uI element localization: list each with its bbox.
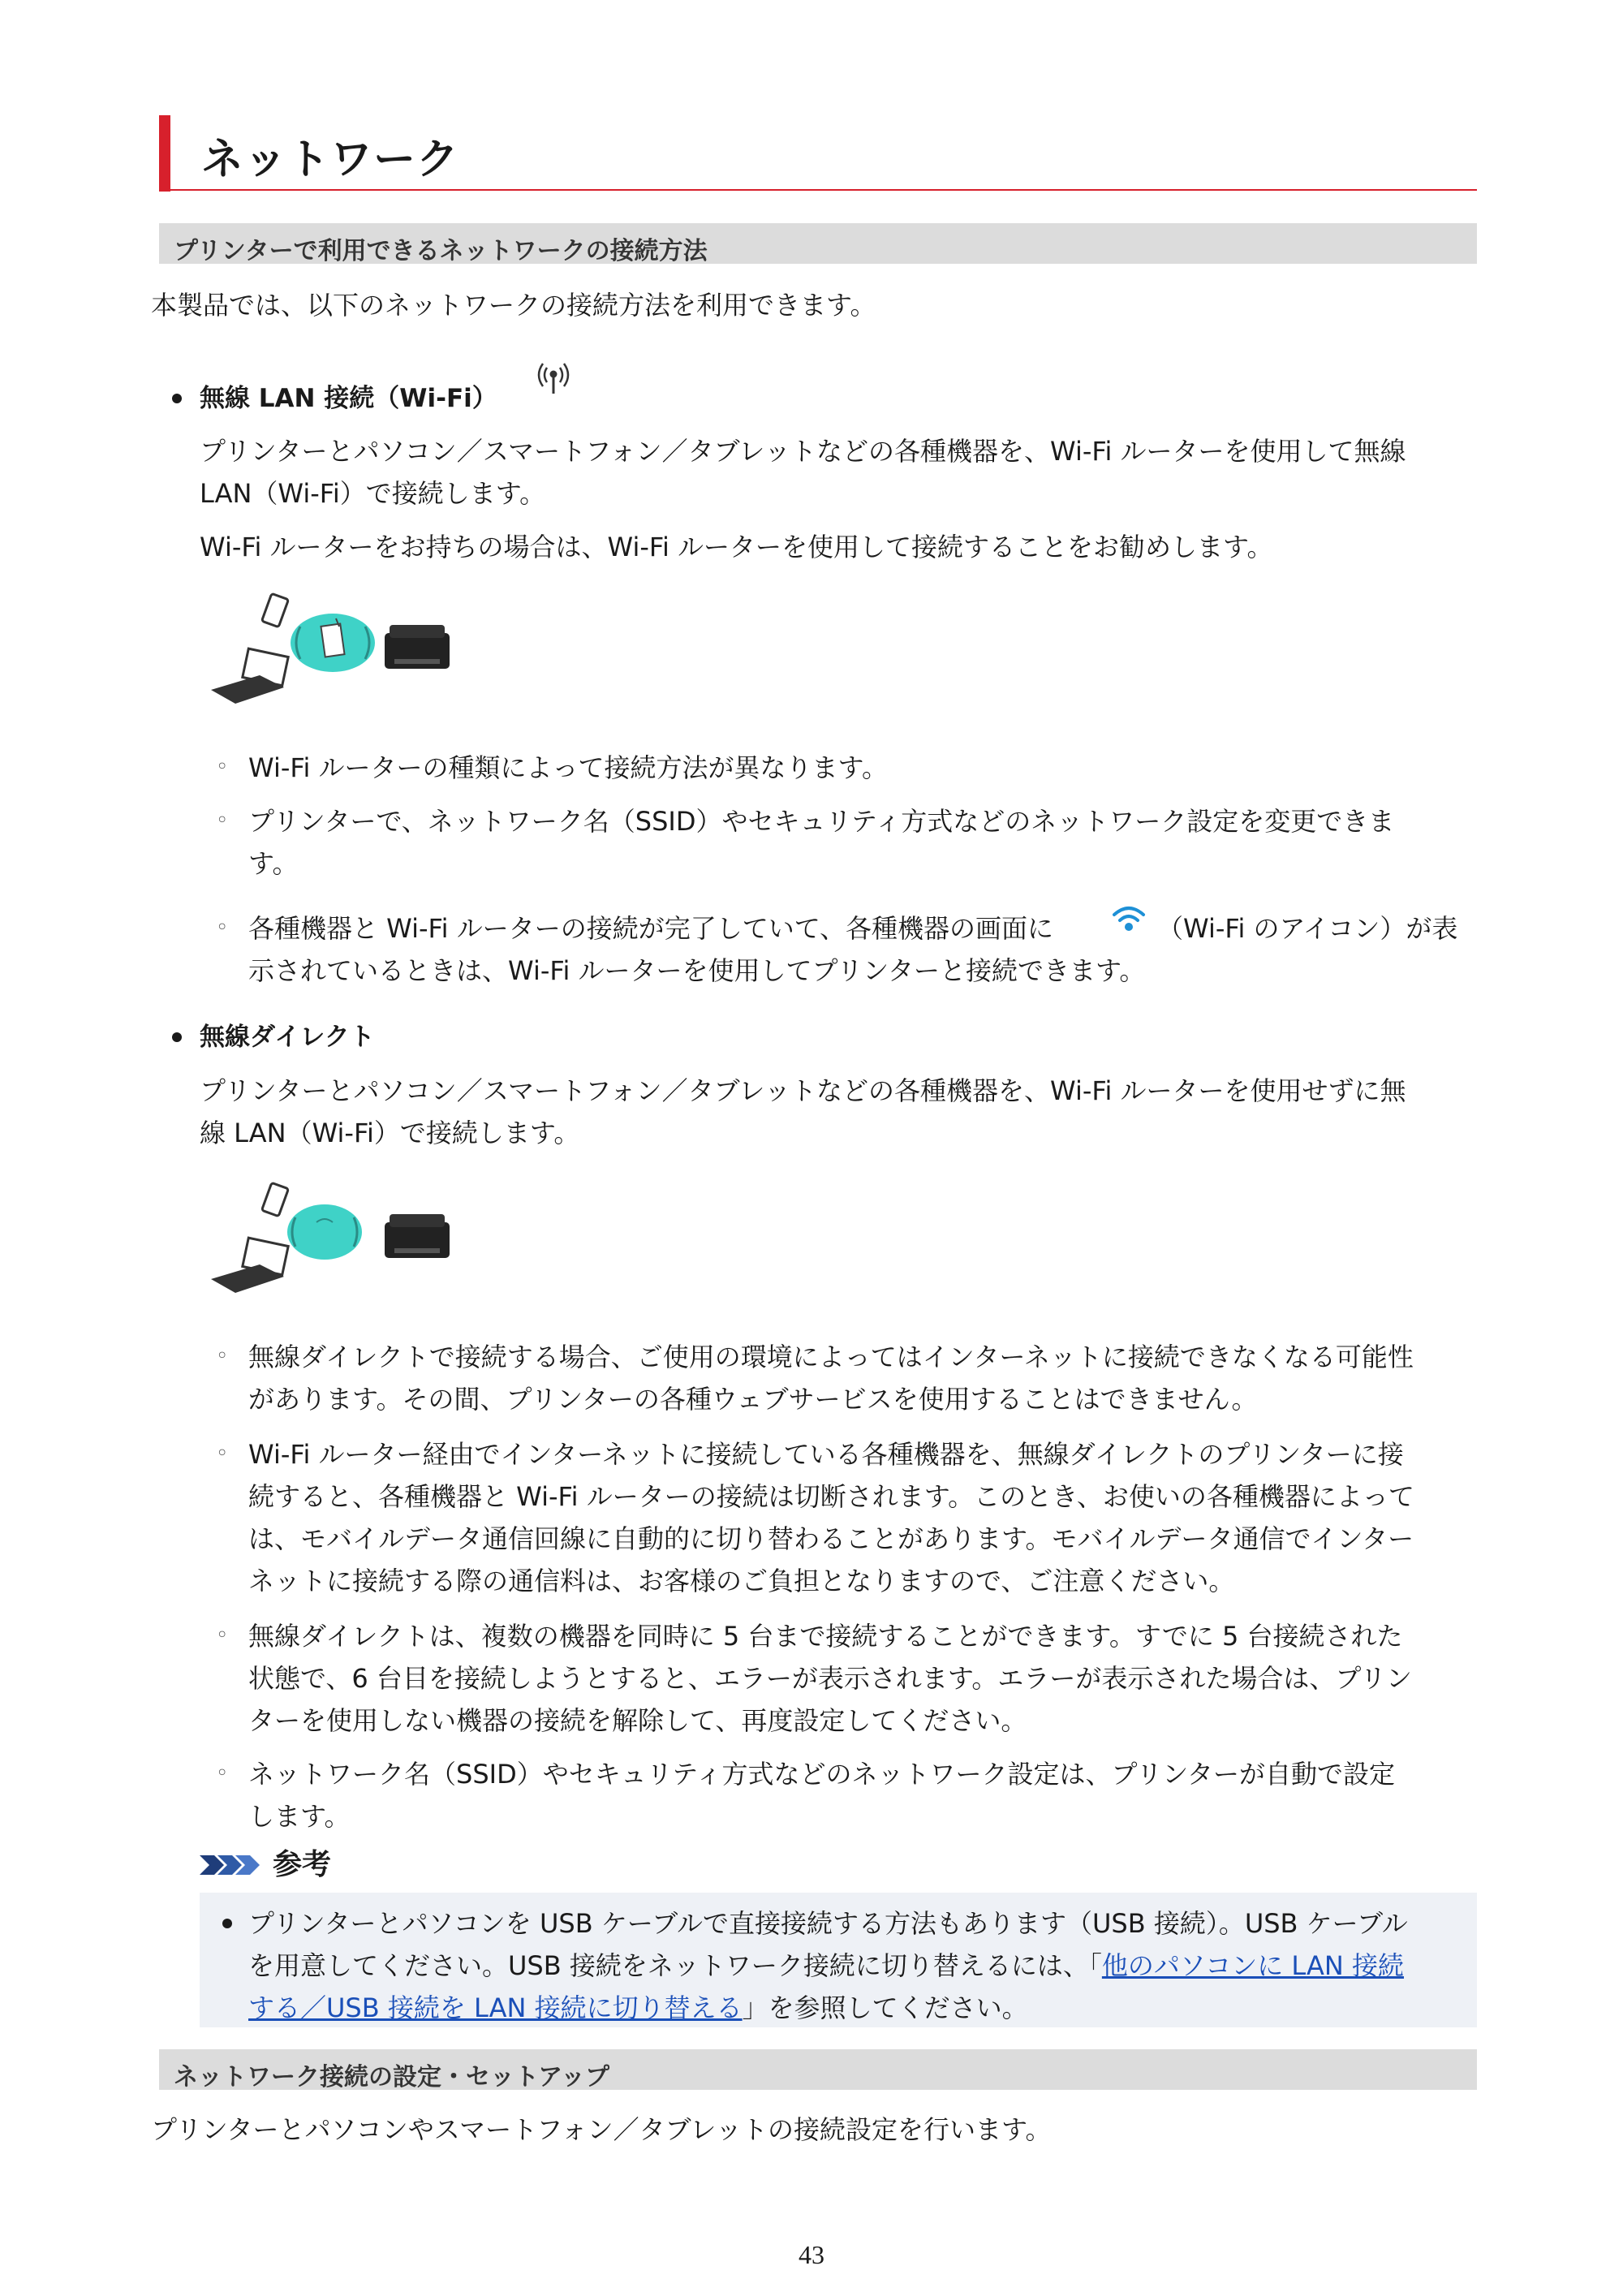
wifi-desc-line1: プリンターとパソコン／スマートフォン／タブレットなどの各種機器を、Wi-Fi ルーターを使用して無線 <box>200 436 1406 467</box>
sub-bullet: ◦ <box>216 1761 229 1786</box>
wifi-label: 無線 LAN 接続（Wi-Fi） <box>200 384 497 413</box>
note-line2 <box>248 1945 1404 1987</box>
direct-note-4-line2: します。 <box>248 1801 351 1832</box>
note-box <box>200 1893 1477 2027</box>
note-line2-text: を用意してください。USB 接続をネットワーク接続に切り替えるには、「 <box>248 1950 1102 1981</box>
wifi-note-3-line1b: （Wi-Fi のアイコン）が表 <box>1157 913 1458 944</box>
wifi-signal-icon <box>1110 901 1147 938</box>
note-line1: プリンターとパソコンを USB ケーブルで直接接続する方法もあります（USB 接続）。USB ケーブル <box>248 1908 1408 1939</box>
direct-note-1-line2: があります。その間、プリンターの各種ウェブサービスを使用することはできません。 <box>248 1384 1258 1415</box>
bullet <box>222 1919 232 1928</box>
section-heading-text: ネットワーク接続の設定・セットアップ <box>174 2063 609 2091</box>
sub-bullet: ◦ <box>216 808 229 833</box>
direct-note-1-line1: 無線ダイレクトで接続する場合、ご使用の環境によってはインターネットに接続できなくなる可能性 <box>248 1342 1414 1372</box>
lan-usb-switch-link-part2[interactable]: する／USB 接続を LAN 接続に切り替える <box>248 1992 743 2023</box>
direct-note-3-line2: 状態で、6 台目を接続しようとすると、エラーが表示されます。エラーが表示された場合は、プリン <box>248 1663 1413 1694</box>
wifi-note-1: Wi-Fi ルーターの種類によって接続方法が異なります。 <box>248 752 888 783</box>
wifi-note-2-line1: プリンターで、ネットワーク名（SSID）やセキュリティ方式などのネットワーク設定を変更できま <box>248 806 1395 837</box>
direct-desc-line1: プリンターとパソコン／スマートフォン／タブレットなどの各種機器を、Wi-Fi ルーターを使用せずに無 <box>200 1075 1406 1106</box>
section-heading-text: プリンターで利用できるネットワークの接続方法 <box>174 237 708 265</box>
wifi-note-3-line1a: 各種機器と Wi-Fi ルーターの接続が完了していて、各種機器の画面に <box>248 913 1054 944</box>
direct-note-2-line3: は、モバイルデータ通信回線に自動的に切り替わることがあります。モバイルデータ通信でインター <box>248 1523 1414 1554</box>
direct-label: 無線ダイレクト <box>200 1023 375 1052</box>
bullet <box>172 394 182 403</box>
page-title: ネットワーク <box>201 136 460 184</box>
wifi-router-connection-illustration <box>203 586 471 716</box>
wifi-recommend: Wi-Fi ルーターをお持ちの場合は、Wi-Fi ルーターを使用して接続することをお勧めします。 <box>200 532 1273 562</box>
note-line3-text: 」を参照してください。 <box>742 1992 1028 2023</box>
direct-note-4-line1: ネットワーク名（SSID）やセキュリティ方式などのネットワーク設定は、プリンターが自動で設定 <box>248 1759 1395 1790</box>
lan-usb-switch-link-part1[interactable]: 他のパソコンに LAN 接続 <box>1101 1950 1404 1981</box>
sub-bullet: ◦ <box>216 1623 229 1648</box>
direct-note-2-line1: Wi-Fi ルーター経由でインターネットに接続している各種機器を、無線ダイレクトのプリンターに接 <box>248 1439 1404 1470</box>
note-title: 参考 <box>273 1848 332 1881</box>
section2-intro: プリンターとパソコンやスマートフォン／タブレットの接続設定を行います。 <box>151 2114 1052 2145</box>
bullet <box>172 1032 182 1042</box>
wifi-note-2-line2: す。 <box>248 848 299 879</box>
page-number: 43 <box>799 2240 824 2269</box>
direct-note-2-line2: 続すると、各種機器と Wi-Fi ルーターの接続は切断されます。このとき、お使いの各種機器によって <box>248 1481 1414 1512</box>
wifi-note-3-line2: 示されているときは、Wi-Fi ルーターを使用してプリンターと接続できます。 <box>248 955 1146 986</box>
wifi-antenna-icon <box>529 357 578 403</box>
wireless-direct-illustration <box>203 1175 471 1305</box>
wifi-desc-line2: LAN（Wi-Fi）で接続します。 <box>200 478 546 509</box>
sub-bullet: ◦ <box>216 915 229 940</box>
direct-desc-line2: 線 LAN（Wi-Fi）で接続します。 <box>200 1118 580 1148</box>
note-line3 <box>248 1987 1028 2029</box>
direct-note-3-line3: ターを使用しない機器の接続を解除して、再度設定してください。 <box>248 1705 1027 1736</box>
direct-note-3-line1: 無線ダイレクトは、複数の機器を同時に 5 台まで接続することができます。すでに 5 台接続された <box>248 1621 1403 1652</box>
page-title-block <box>159 115 1477 193</box>
note-chevrons-icon <box>200 1852 265 1878</box>
title-rule <box>170 189 1477 191</box>
section-heading-connection-methods <box>159 223 1477 264</box>
title-accent-bar <box>159 115 170 192</box>
sub-bullet: ◦ <box>216 1344 229 1368</box>
sub-bullet: ◦ <box>216 1441 229 1466</box>
section-heading-network-setup <box>159 2049 1477 2090</box>
direct-note-2-line4: ネットに接続する際の通信料は、お客様のご負担となりますので、ご注意ください。 <box>248 1566 1235 1596</box>
section-intro: 本製品では、以下のネットワークの接続方法を利用できます。 <box>151 290 876 321</box>
sub-bullet: ◦ <box>216 755 229 779</box>
